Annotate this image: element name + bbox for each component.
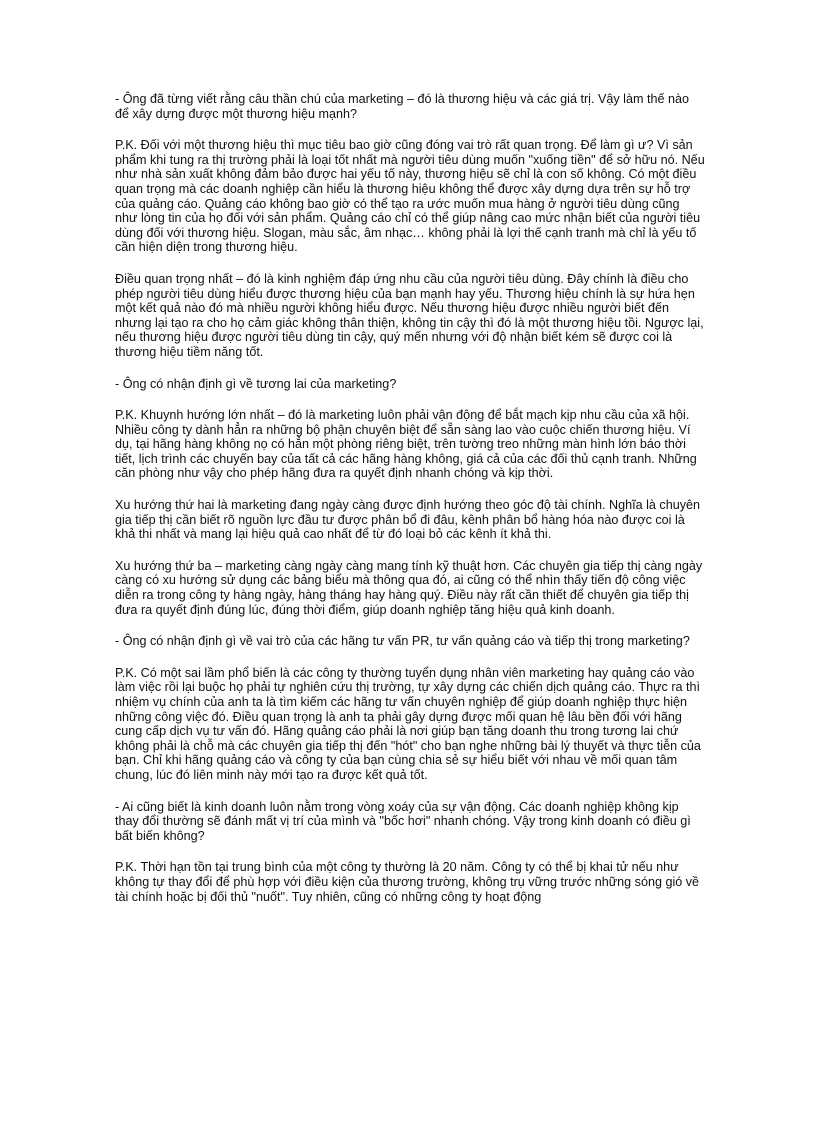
answer-paragraph: P.K. Đối với một thương hiệu thì mục tiêu bao giờ cũng đóng vai trò rất quan trọng. Để làm gì ư? Vì sản phẩm khi tung ra thị trường phải là loại tốt nhất mà người tiêu dùng muốn "xuống tiền" để sở hữu nó. Nếu như nhà sản xuất không đảm bảo được hai yếu tố này, thương hiệu sẽ chỉ là con số không. Có một điều quan trọng mà các doanh nghiệp cần hiểu là thương hiệu không thể được xây dựng dựa trên sự hỗ trợ của quảng cáo. Quảng cáo không bao giờ có thể tạo ra ước muốn mua hàng ở người tiêu dùng cũng như lòng tin của họ đối với sản phẩm. Quảng cáo chỉ có thể giúp nâng cao mức nhận biết của người tiêu dùng đối với thương hiệu. Slogan, màu sắc, âm nhạc… không phải là lợi thế cạnh tranh mà chỉ là yếu tố cần hiện diện trong thương hiệu. [115,138,705,255]
answer-paragraph: P.K. Thời hạn tồn tại trung bình của một công ty thường là 20 năm. Công ty có thể bị khai tử nếu như không tự thay đổi để phù hợp với điều kiện của thương trường, không trụ vững trước những sóng gió về tài chính hoặc bị đối thủ "nuốt". Tuy nhiên, cũng có những công ty hoạt động [115,860,700,904]
question-paragraph: - Ông đã từng viết rằng câu thần chú của marketing – đó là thương hiệu và các giá trị. Vậy làm thế nào để xây dựng được một thương hiệu mạnh? [115,92,689,121]
body-paragraph: Xu hướng thứ hai là marketing đang ngày càng được định hướng theo góc độ tài chính. Nghĩa là chuyên gia tiếp thị cần biết rõ nguồn lực đầu tư được phân bổ đi đâu, kênh phân bổ hàng hóa nào được coi là khả thi nhất và mang lại hiệu quả cao nhất để từ đó loại bỏ các kênh ít khả thi. [115,498,701,542]
document-page [115,92,705,921]
body-paragraph: Điều quan trọng nhất – đó là kinh nghiệm đáp ứng nhu cầu của người tiêu dùng. Đây chính là điều cho phép người tiêu dùng hiểu được thương hiệu của bạn mạnh hay yếu. Thương hiệu chính là sự hứa hẹn một kết quả nào đó mà nhiều người không hiểu được. Nếu thương hiệu được nhiều người biết đến nhưng lại tạo ra cho họ cảm giác không thân thiện, không tin cậy thì đó là một thương hiệu tồi. Ngược lại, nếu thương hiệu được người tiêu dùng tin cậy, quý mến nhưng với độ nhận biết kém sẽ được coi là thương hiệu tiềm năng tốt. [115,271,704,359]
question-paragraph: - Ông có nhận định gì về tương lai của marketing? [115,376,397,391]
answer-paragraph: P.K. Có một sai lầm phổ biến là các công ty thường tuyển dụng nhân viên marketing hay quảng cáo vào làm việc rồi lại buộc họ phải tự nghiên cứu thị trường, tự xây dựng các chiến dịch quảng cáo. Thực ra thì nhiệm vụ chính của anh ta là tìm kiếm các hãng tư vấn chuyên nghiệp để giúp doanh nghiệp thực hiện những công việc đó. Điều quan trọng là anh ta phải gây dựng được mối quan hệ lâu bền đối với hãng cung cấp dịch vụ tư vấn đó. Hãng quảng cáo phải là nơi giúp bạn tăng doanh thu trong tương lai chứ không phải là chỗ mà các chuyên gia tiếp thị đến "hót" cho bạn nghe những bài lý thuyết và thực tiễn của bạn. Chỉ khi hãng quảng cáo và công ty của bạn cùng chia sẻ sự hiểu biết với nhau về mối quan tâm chung, lúc đó liên minh này mới tạo ra được kết quả tốt. [115,665,701,782]
question-paragraph: - Ông có nhận định gì về vai trò của các hãng tư vấn PR, tư vấn quảng cáo và tiếp thị trong marketing? [115,634,690,649]
body-paragraph: Xu hướng thứ ba – marketing càng ngày càng mang tính kỹ thuật hơn. Các chuyên gia tiếp thị càng ngày càng có xu hướng sử dụng các bảng biểu mà thông qua đó, ai cũng có thể nhìn thấy tiến độ công việc diễn ra trong công ty hàng ngày, hàng tháng hay hàng quý. Điều này rất cần thiết để chuyên gia tiếp thị đưa ra quyết định đúng lúc, đúng thời điểm, giúp doanh nghiệp tăng hiệu quả kinh doanh. [115,558,703,617]
question-paragraph: - Ai cũng biết là kinh doanh luôn nằm trong vòng xoáy của sự vận động. Các doanh nghiệp không kịp thay đổi thường sẽ đánh mất vị trí của mình và "bốc hơi" nhanh chóng. Vậy trong kinh doanh có điều gì bất biến không? [115,799,691,843]
answer-paragraph: P.K. Khuynh hướng lớn nhất – đó là marketing luôn phải vận động để bắt mạch kịp nhu cầu của xã hội. Nhiều công ty dành hẳn ra những bộ phận chuyên biệt để sẵn sàng lao vào cuộc chiến thương hiệu. Ví dụ, tại hãng hàng không nọ có hẳn một phòng riêng biệt, trên tường treo những màn hình lớn báo thời tiết, lịch trình các chuyến bay của tất cả các hãng hàng không, giá cả của các đối thủ cạnh tranh. Những căn phòng như vậy cho phép hãng đưa ra quyết định nhanh chóng và kịp thời. [115,408,697,481]
